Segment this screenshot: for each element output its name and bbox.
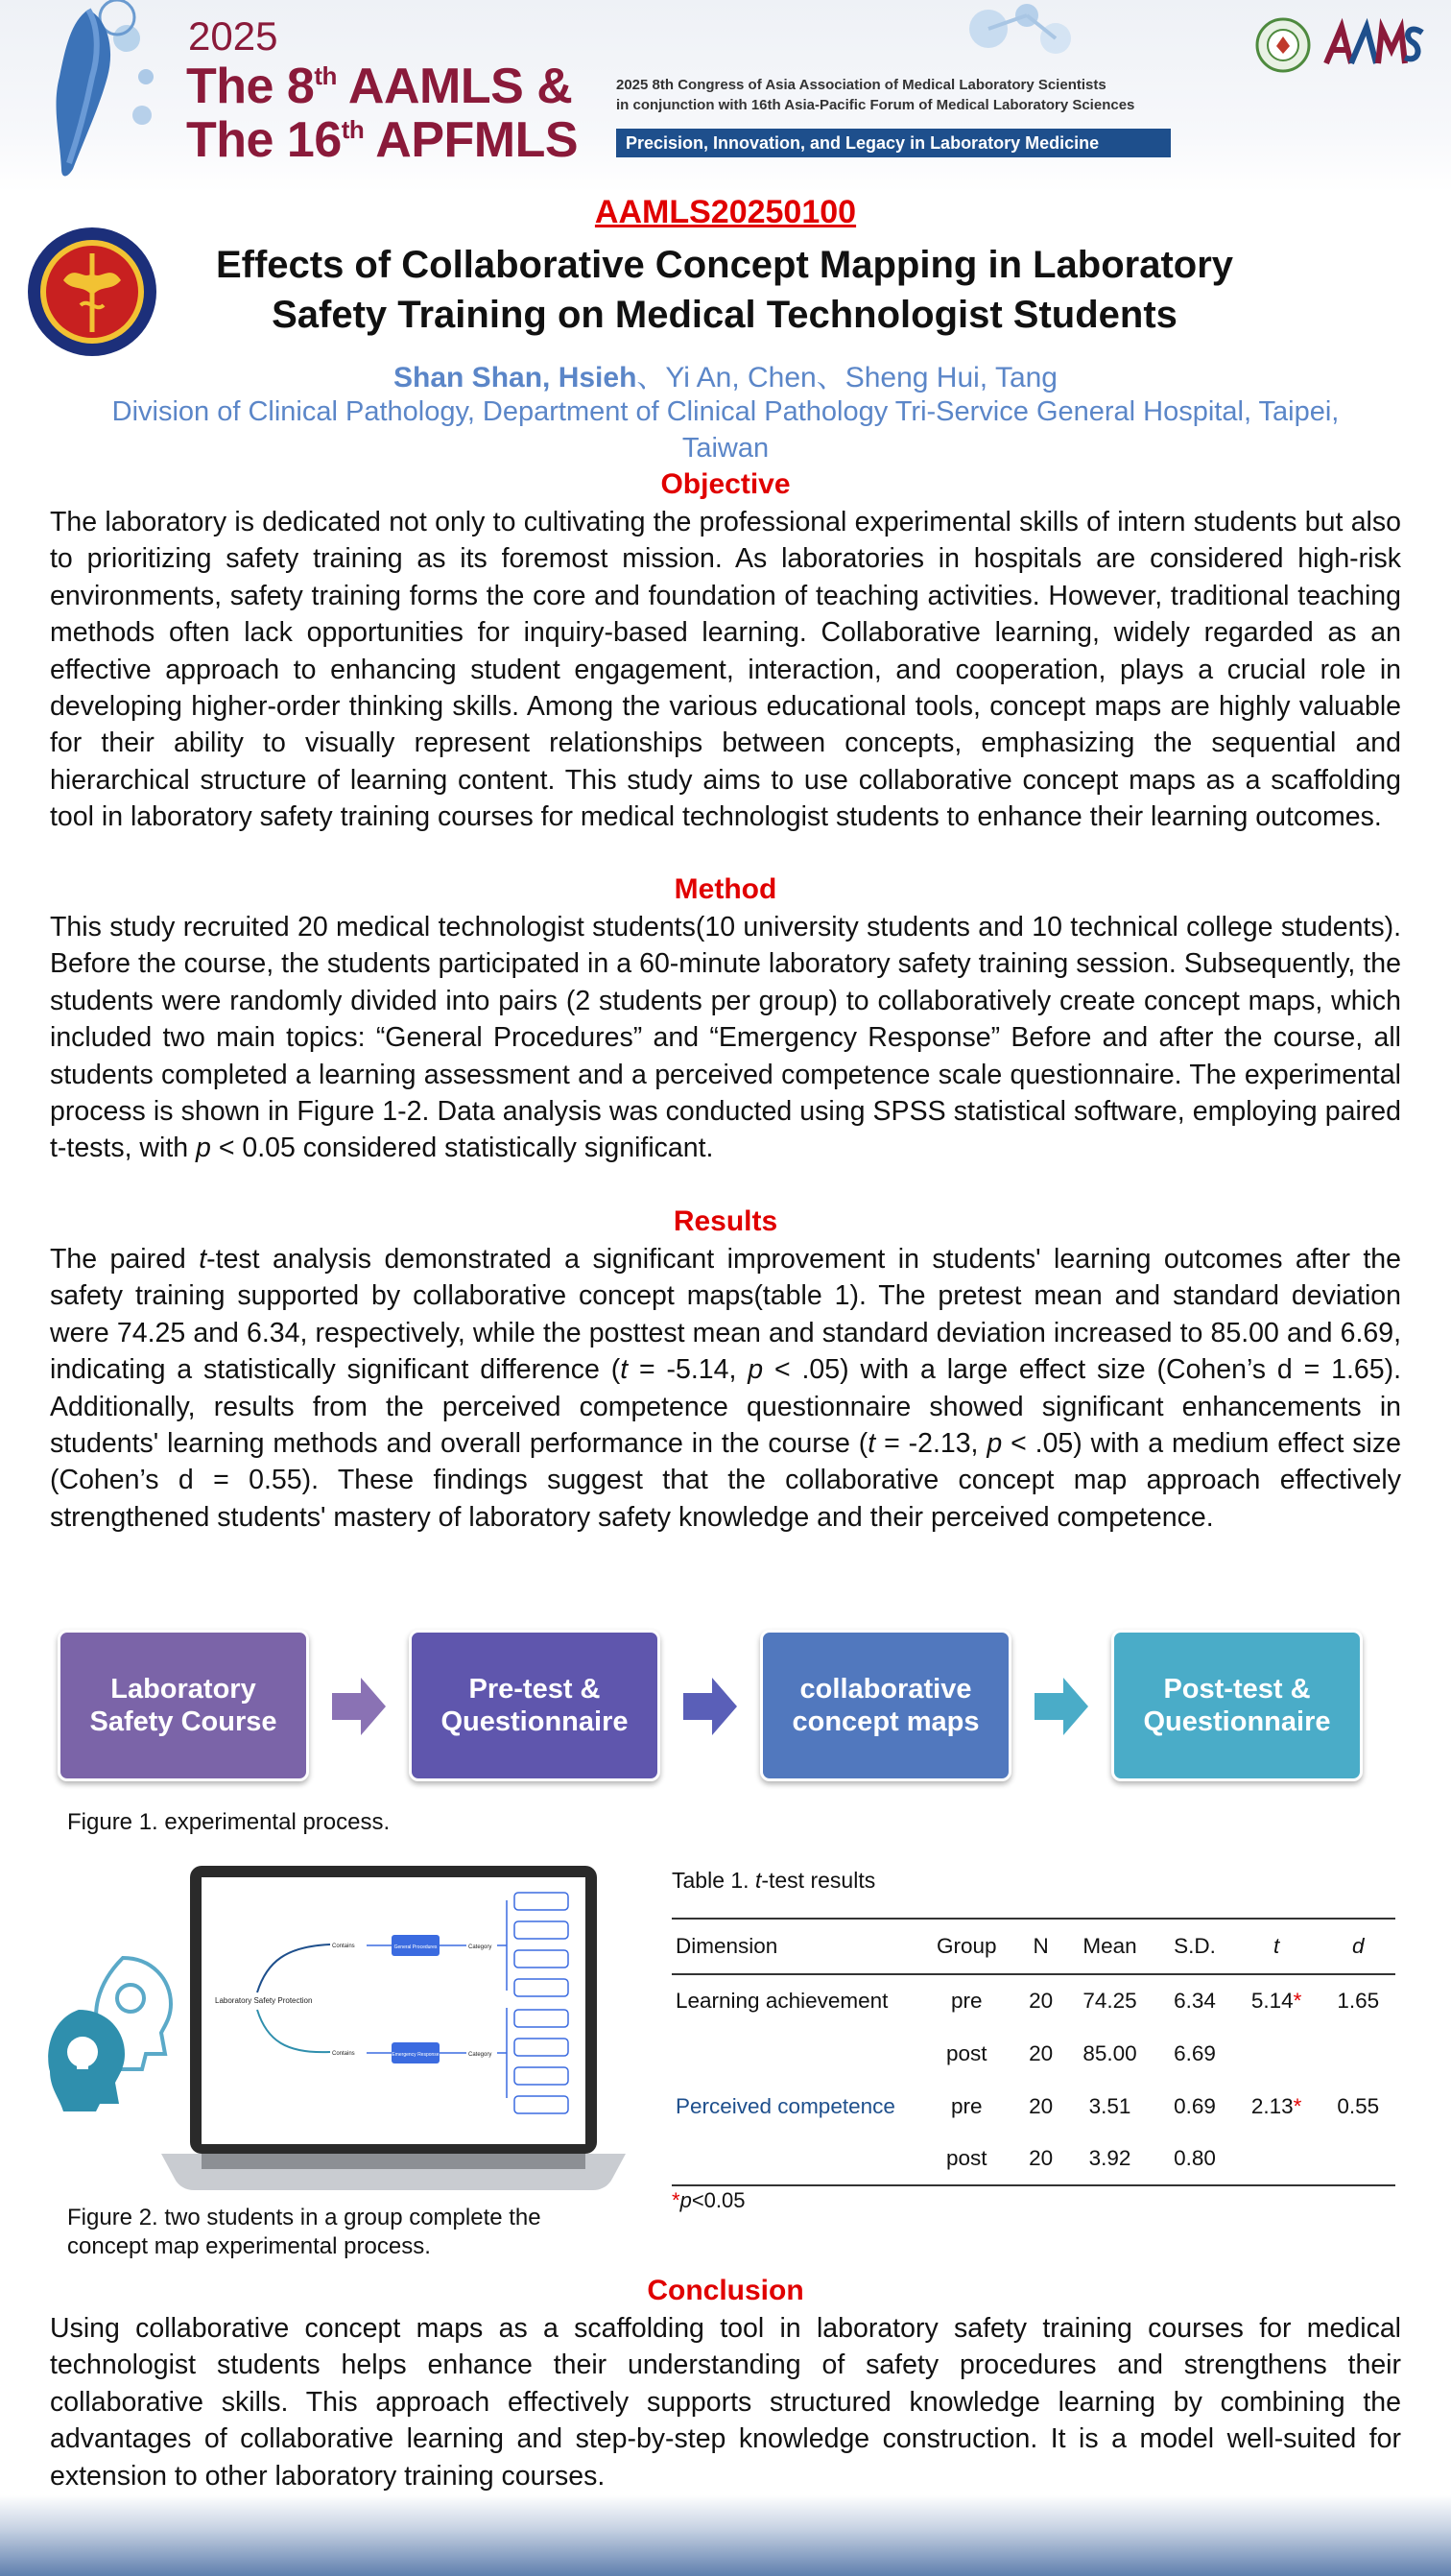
table-row: post 20 3.92 0.80 (672, 2133, 1395, 2185)
flow-arrow-icon (683, 1678, 737, 1735)
society-logo-icon (1255, 17, 1311, 73)
col-n: N (1020, 1919, 1062, 1974)
taiwan-map-icon (12, 0, 155, 182)
lead-author: Shan Shan, Hsieh (393, 362, 637, 394)
decorative-molecule-icon (940, 0, 1132, 77)
ttest-results-table (672, 1918, 1395, 2186)
objective-heading: Objective (660, 468, 791, 500)
objective-text: The laboratory is dedicated not only to cultivating the professional experimental skills of intern students but also to prioritizing safety training as its foremost mission. As laboratories in hospitals are considered high-risk environments, safety training forms the core and foundation of teaching activities. However, traditional teaching methods often lack opportunities for inquiry-based learning. Collaborative learning, widely regarded as an effective approach to enhancing student engagement, interaction, and cooperation, plays a crucial role in developing higher-order thinking skills. Among the various educational tools, concept maps are highly valuable for their ability to visually represent relationships between concepts, emphasizing the sequential and hierarchical structure of learning content. This study aims to use collaborative concept maps as a scaffolding tool in laboratory safety training courses for medical technologist students to enhance their learning outcomes. (50, 507, 1401, 833)
results-text: The paired t-test analysis demonstrated a significant improvement in students' learning outcomes after the safety training supported by collaborative concept maps(table 1). The pretest mean and standard deviation were 74.25 and 6.34, respectively, while the posttest mean and standard deviation increased to 85.00 and 6.69, indicating a statistically significant difference (t = -5.14, p < .05) with a large effect size (Cohen’s d = 1.65). Additionally, results from the perceived competence questionnaire showed significant enhancements in students' learning methods and overall performance in the course (t = -2.13, p < .05) with a medium effect size (Cohen’s d = 0.55). These findings suggest that the collaborative concept map approach effectively strengthened students' mastery of laboratory safety knowledge and their perceived competence. (50, 1244, 1402, 1533)
col-sd: S.D. (1157, 1919, 1231, 1974)
banner-title-line1: The 8th AAMLS & (186, 59, 573, 114)
col-d: d (1321, 1919, 1395, 1974)
co-authors: 、Yi An, Chen、Sheng Hui, Tang (636, 362, 1058, 394)
banner-title-line2: The 16th APFMLS (186, 112, 579, 168)
table-row: Learning achievement pre 20 74.25 6.34 5.14* 1.65 (676, 1989, 1380, 2013)
col-t: t (1232, 1919, 1321, 1974)
table-row: post 20 85.00 6.69 (946, 2040, 1216, 2065)
svg-text:Category: Category (468, 1944, 492, 1950)
conclusion-heading: Conclusion (647, 2275, 804, 2306)
footer-band (0, 2495, 1451, 2576)
flow-step-posttest: Post-test & Questionnaire (1111, 1630, 1363, 1781)
banner-congress-text: 2025 8th Congress of Asia Association of Medical Laboratory Scientists in conjunction with 16th Asia-Pacific Forum of Medical Laboratory Sciences (616, 77, 1135, 113)
flow-arrow-icon (1035, 1678, 1088, 1735)
author-list (0, 353, 1451, 395)
method-text: This study recruited 20 medical technologist students(10 university students and 10 technical college students). Before the course, the students participated in a 60-minute laboratory safety training session. Subsequently, the students were randomly divided into pairs (2 students per group) to collaboratively create concept maps, which included two main topics: “General Procedures” and “Emergency Response” Before and after the course, all students completed a learning assessment and a perceived competence scale questionnaire. The experimental process is shown in Figure 1-2. Data analysis was conducted using SPSS statistical software, employing paired t-tests, with p < 0.05 considered statistically significant. (50, 912, 1401, 1164)
affiliation: Division of Clinical Pathology, Department of Clinical Pathology Tri-Service General Hospital, Taipei, Taiwan (111, 396, 1340, 464)
svg-text:Category: Category (468, 2052, 492, 2058)
table-row: Perceived competence pre 20 3.51 0.69 2.13* 0.55 (676, 2093, 1380, 2118)
banner-year: 2025 (188, 13, 278, 59)
laptop-concept-map-illustration (161, 1866, 626, 2192)
svg-text:Emergency Response: Emergency Response (392, 2052, 440, 2058)
paper-id: AAMLS20250100 (594, 194, 857, 230)
table-footnote: *p<0.05 (672, 2188, 746, 2212)
svg-text:Contains: Contains (332, 1944, 355, 1949)
figure2-caption: Figure 2. two students in a group complete the concept map experimental process. (67, 2205, 541, 2259)
flow-step-lab-safety-course: Laboratory Safety Course (58, 1630, 309, 1781)
flow-step-pretest: Pre-test & Questionnaire (409, 1630, 660, 1781)
col-dimension: Dimension (672, 1919, 914, 1974)
method-heading: Method (674, 873, 777, 905)
results-heading: Results (673, 1205, 778, 1237)
aams-logo-icon (1322, 15, 1426, 73)
conference-banner (0, 0, 1451, 192)
map-root-label: Laboratory Safety Protection (215, 1996, 313, 2005)
svg-text:Contains: Contains (332, 2051, 355, 2057)
table1-caption: Table 1. t-test results (672, 1868, 876, 1893)
figure1-caption: Figure 1. experimental process. (67, 1809, 391, 1835)
paper-title: Effects of Collaborative Concept Mapping in Laboratory Safety Training on Medical Technologist Students (215, 244, 1234, 336)
banner-tagline: Precision, Innovation, and Legacy in Laboratory Medicine (616, 129, 1171, 157)
hospital-seal-icon (25, 225, 159, 359)
col-mean: Mean (1062, 1919, 1158, 1974)
aams-logo (1322, 15, 1426, 73)
flow-arrow-icon (332, 1678, 386, 1735)
svg-text:General Procedures: General Procedures (393, 1944, 438, 1950)
conclusion-text: Using collaborative concept maps as a scaffolding tool in laboratory safety training courses for medical technologist students helps enhance their understanding of safety procedures and strengthens their collaborative skills. This approach effectively supports structured knowledge learning by combining the advantages of collaborative learning and step-by-step knowledge construction. It is a model well-suited for extension to other laboratory training courses. (50, 2313, 1401, 2492)
col-group: Group (914, 1919, 1020, 1974)
table-header-row (672, 1919, 1395, 1974)
flow-step-concept-maps: collaborative concept maps (760, 1630, 1011, 1781)
